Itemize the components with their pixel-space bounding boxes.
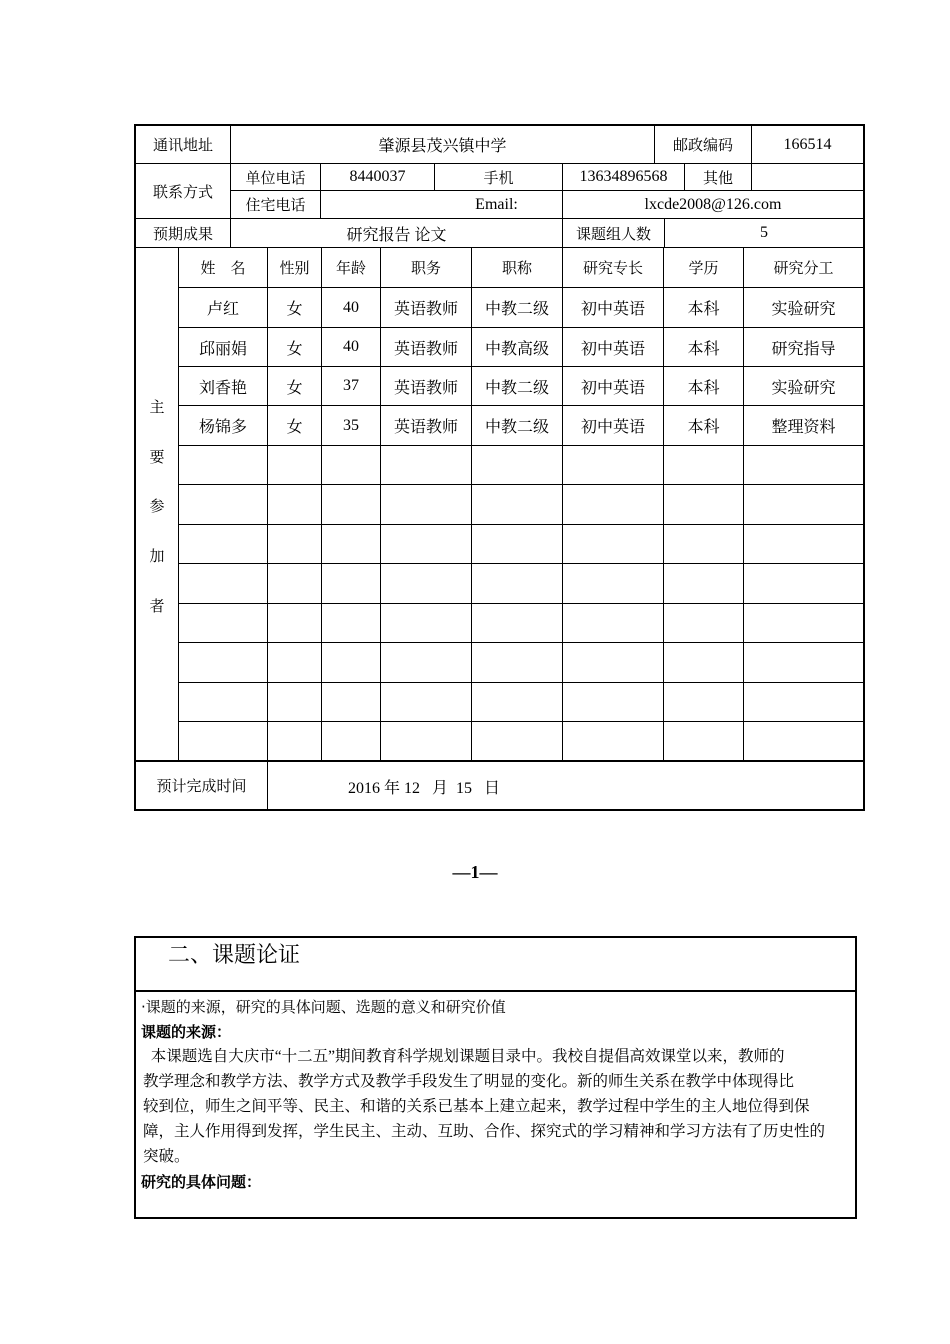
cell-education: 本科	[687, 301, 720, 318]
completion-month: 12	[404, 780, 421, 797]
paragraph-line: 突破。	[143, 1148, 190, 1165]
col-header: 姓 名	[200, 259, 246, 277]
side-char: 加	[149, 547, 165, 565]
col-header: 职称	[501, 259, 532, 277]
cell-specialty: 初中英语	[580, 379, 645, 397]
page-number: —1—	[452, 862, 498, 882]
paragraph-line: 教学理念和教学方法、教学方式及教学手段发生了明显的变化。新的师生关系在教学中体现得比	[143, 1073, 795, 1090]
cell-name: 刘香艳	[198, 379, 247, 397]
source-heading: 课题的来源：	[141, 1023, 232, 1041]
cell-title: 中教高级	[484, 340, 549, 358]
col-header: 职务	[410, 259, 441, 277]
cell-title: 中教二级	[484, 301, 549, 318]
source-paragraph	[143, 1044, 851, 1169]
cell-education: 本科	[687, 419, 720, 436]
col-header: 性别	[279, 259, 310, 277]
problem-heading: 研究的具体问题：	[141, 1173, 262, 1191]
outcome-label: 预期成果	[152, 224, 213, 243]
completion-date	[348, 775, 500, 798]
contact-label: 联系方式	[152, 182, 213, 201]
other-label: 其他	[702, 168, 733, 187]
cell-age: 37	[343, 377, 359, 394]
cell-title: 中教二级	[484, 379, 549, 397]
mobile-label: 手机	[483, 168, 514, 187]
cell-gender: 女	[286, 419, 303, 436]
work-phone-label: 单位电话	[245, 168, 306, 187]
paragraph-line: 本课题选自大庆市“十二五”期间教育科学规划课题目录中。我校自提倡高效课堂以来，教师的	[143, 1048, 785, 1065]
cell-name: 卢红	[206, 301, 239, 318]
work-phone-value: 8440037	[349, 168, 406, 185]
email-label: Email:	[475, 195, 518, 213]
completion-label: 预计完成时间	[156, 777, 247, 795]
address-label: 通讯地址	[152, 136, 213, 154]
cell-gender: 女	[286, 301, 303, 318]
cell-specialty: 初中英语	[580, 301, 645, 318]
cell-age: 40	[343, 338, 359, 355]
cell-education: 本科	[687, 340, 720, 358]
day-char: 日	[484, 780, 501, 797]
col-header: 研究专长	[582, 259, 643, 277]
postcode-value: 166514	[783, 135, 832, 153]
cell-education: 本科	[687, 379, 720, 397]
side-char: 参	[149, 497, 165, 515]
cell-position: 英语教师	[393, 419, 458, 436]
postcode-label: 邮政编码	[672, 136, 733, 154]
mobile-value: 13634896568	[579, 168, 668, 185]
cell-name: 邱丽娟	[198, 340, 247, 358]
completion-year: 2016	[348, 780, 380, 797]
paragraph-line: 较到位，师生之间平等、民主、和谐的关系已基本上建立起来，教学过程中学生的主人地位得到保	[143, 1098, 810, 1115]
cell-age: 40	[343, 298, 359, 316]
cell-role: 实验研究	[771, 379, 836, 397]
cell-title: 中教二级	[484, 419, 549, 436]
cell-age: 35	[343, 416, 359, 434]
cell-position: 英语教师	[393, 301, 458, 318]
cell-role: 研究指导	[771, 340, 836, 358]
cell-position: 英语教师	[393, 379, 458, 397]
col-header: 学历	[688, 259, 719, 277]
home-phone-label: 住宅电话	[245, 196, 306, 214]
group-count-value: 5	[760, 224, 768, 241]
side-char: 主	[149, 398, 165, 416]
cell-role: 整理资料	[771, 419, 836, 436]
section-2-prompt: ·课题的来源，研究的具体问题、选题的意义和研究价值	[141, 998, 506, 1016]
cell-name: 杨锦多	[198, 419, 247, 436]
side-char: 要	[149, 448, 165, 466]
outcome-value: 研究报告 论文	[346, 226, 447, 244]
cell-gender: 女	[286, 340, 303, 358]
group-count-label: 课题组人数	[575, 224, 651, 243]
completion-day: 15	[456, 780, 473, 797]
col-header: 研究分工	[773, 259, 834, 277]
cell-position: 英语教师	[393, 340, 458, 358]
year-char: 年	[384, 780, 401, 797]
cell-role: 实验研究	[771, 301, 836, 318]
cell-specialty: 初中英语	[580, 340, 645, 358]
month-char: 月	[432, 780, 449, 797]
section-2-title: 二、课题论证	[168, 943, 301, 968]
col-header: 年龄	[335, 259, 366, 277]
cell-specialty: 初中英语	[580, 419, 645, 436]
address-value: 肇源县茂兴镇中学	[378, 138, 507, 155]
side-char: 者	[149, 597, 165, 615]
email-value: lxcde2008@126.com	[644, 195, 782, 213]
cell-gender: 女	[286, 379, 303, 397]
paragraph-line: 障，主人作用得到发挥，学生民主、主动、互助、合作、探究式的学习精神和学习方法有了历史性的	[143, 1123, 826, 1140]
